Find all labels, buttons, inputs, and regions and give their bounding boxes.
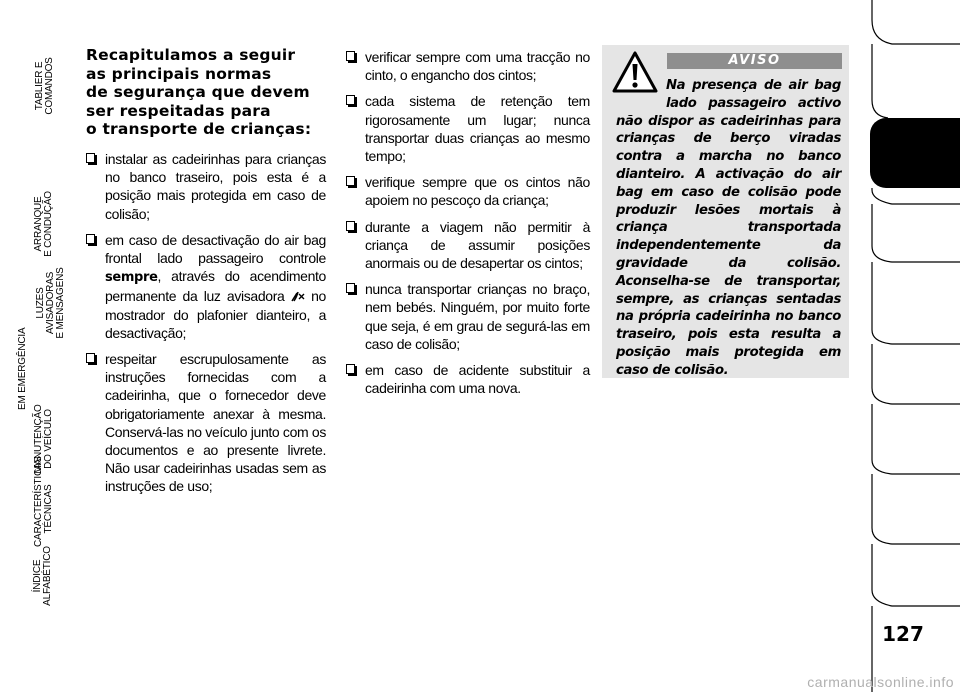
airbag-off-indicator-icon bbox=[291, 290, 305, 302]
tab-label-line: COMANDOS bbox=[44, 57, 55, 115]
tab-label-line: DO VEÍCULO bbox=[43, 409, 54, 469]
tab-tablier-comandos[interactable] bbox=[0, 44, 90, 118]
list-item-text: durante a viagem não permitir à criança de assumir posições anormais ou de desapertar os cintos; bbox=[365, 218, 590, 272]
tab-manutencao[interactable] bbox=[0, 404, 90, 474]
tab-label-line: E CONDUÇÃO bbox=[43, 191, 54, 257]
tab-label-line: SEGURANÇA bbox=[26, 112, 40, 188]
tab-em-emergencia[interactable] bbox=[0, 327, 90, 410]
list-item-text: respeitar escrupulosamente as instruções fornecidas com a cadeirinha, que o fornecedor deve obrigatoriamente anexar à mesma. Conservá-las no veículo junto com os documentos e ao presente livrete. Não usar cadeirinhas usadas sem as instruções de uso; bbox=[105, 351, 326, 495]
tab-label bbox=[17, 327, 28, 410]
list-item-text: em caso de acidente substituir a cadeirinha com uma nova. bbox=[365, 362, 590, 397]
page-number: 127 bbox=[882, 622, 924, 646]
tab-label-line: EM EMERGÊNCIA bbox=[17, 327, 28, 410]
list-item-text: nunca transportar crianças no braço, nem bebés. Ninguém, por muito forte que seja, é em grau de segurá-las em caso de colisão; bbox=[365, 281, 590, 352]
tab-label-line: TABLIER E bbox=[34, 61, 45, 111]
checkbox-bullet-icon bbox=[346, 283, 355, 293]
list-item-text: verificar sempre com uma tracção no cinto, o engancho dos cintos; bbox=[365, 49, 590, 84]
list-item bbox=[346, 92, 590, 165]
tab-label bbox=[26, 112, 40, 188]
warning-label: AVISO bbox=[667, 53, 842, 69]
tab-label-line: LUZES bbox=[35, 287, 46, 319]
heading-line: ser respeitadas para bbox=[86, 101, 271, 120]
list-item-text: cada sistema de retenção tem rigorosamente um lugar; nunca transportar duas crianças ao mesmo tempo; bbox=[365, 93, 590, 165]
tab-label-line: AVISADORAS bbox=[45, 271, 56, 335]
tab-divider-lines bbox=[870, 0, 960, 692]
section-heading bbox=[86, 46, 336, 139]
tab-indice[interactable] bbox=[0, 544, 90, 606]
list-item-text-pre: em caso de desactivação do air bag frontal lado passageiro controle bbox=[105, 231, 326, 267]
list-item bbox=[346, 361, 590, 397]
list-item bbox=[86, 231, 326, 342]
tab-caracteristicas[interactable] bbox=[0, 456, 90, 547]
warning-box bbox=[602, 45, 849, 378]
left-column bbox=[86, 150, 326, 504]
tab-label-line: E MENSAGENS bbox=[55, 267, 66, 339]
tab-label-line: ÍNDICE bbox=[32, 559, 43, 593]
warning-text: Na presença de air bag lado passageiro activo não dispor as cadeirinhas para crianças de berço viradas contra a marcha no banco dianteiro. A activação do air bag em caso de colisão pode produzir lesões mortais à criança transportada independentemente da gravidade da colisão. Aconselha-se de transportar, sempre, as crianças sentadas na própria cadeirinha no banco traseiro, pois esta resulta a posição mais protegida em caso de colisão. bbox=[616, 78, 841, 378]
heading-line: o transporte de crianças: bbox=[86, 120, 312, 138]
tab-label bbox=[33, 456, 54, 547]
heading-line: as principais normas bbox=[86, 64, 272, 83]
tab-label-line: ALFABÉTICO bbox=[42, 546, 53, 606]
list-item bbox=[346, 173, 590, 209]
tab-label bbox=[33, 545, 53, 607]
checkbox-bullet-icon bbox=[346, 51, 355, 61]
list-item-text-post: no mostrador do plafonier dianteiro, a desactivação; bbox=[105, 288, 326, 341]
checkbox-bullet-icon bbox=[346, 221, 355, 231]
tab-seguranca[interactable] bbox=[0, 112, 90, 188]
tab-label-line: CARACTERÍSTICAS bbox=[33, 456, 44, 547]
watermark-footer: carmanualsonline.info bbox=[807, 674, 954, 690]
checkbox-bullet-icon bbox=[346, 176, 355, 186]
tab-luzes-avisadoras[interactable] bbox=[0, 262, 90, 344]
list-item bbox=[346, 280, 590, 353]
tab-label-line: ARRANQUE bbox=[33, 196, 44, 252]
list-item bbox=[86, 150, 326, 223]
list-item bbox=[86, 350, 326, 496]
tab-label bbox=[36, 262, 66, 344]
tab-label-line: TÉCNICAS bbox=[43, 484, 54, 534]
emphasis-text: sempre bbox=[105, 270, 158, 286]
tab-arranque-conducao[interactable] bbox=[0, 190, 90, 262]
tab-label bbox=[34, 188, 54, 260]
list-item-text: verifique sempre que os cintos não apoiem no pescoço da criança; bbox=[365, 174, 590, 209]
list-item bbox=[346, 218, 590, 273]
middle-column bbox=[346, 48, 590, 405]
heading-line: de segurança que devem bbox=[86, 83, 310, 101]
list-item-text-mid: , através do acendimento permanente da luz avisadora bbox=[105, 268, 326, 305]
list-item-text: instalar as cadeirinhas para crianças no banco traseiro, pois esta é a posição mais protegida em caso de colisão; bbox=[105, 151, 326, 222]
list-item bbox=[346, 48, 590, 84]
checkbox-bullet-icon bbox=[346, 95, 355, 105]
tab-label-line: MANUTENÇÃO bbox=[33, 404, 44, 474]
checkbox-bullet-icon bbox=[346, 364, 355, 374]
heading-line: Recapitulamos a seguir bbox=[86, 46, 296, 64]
